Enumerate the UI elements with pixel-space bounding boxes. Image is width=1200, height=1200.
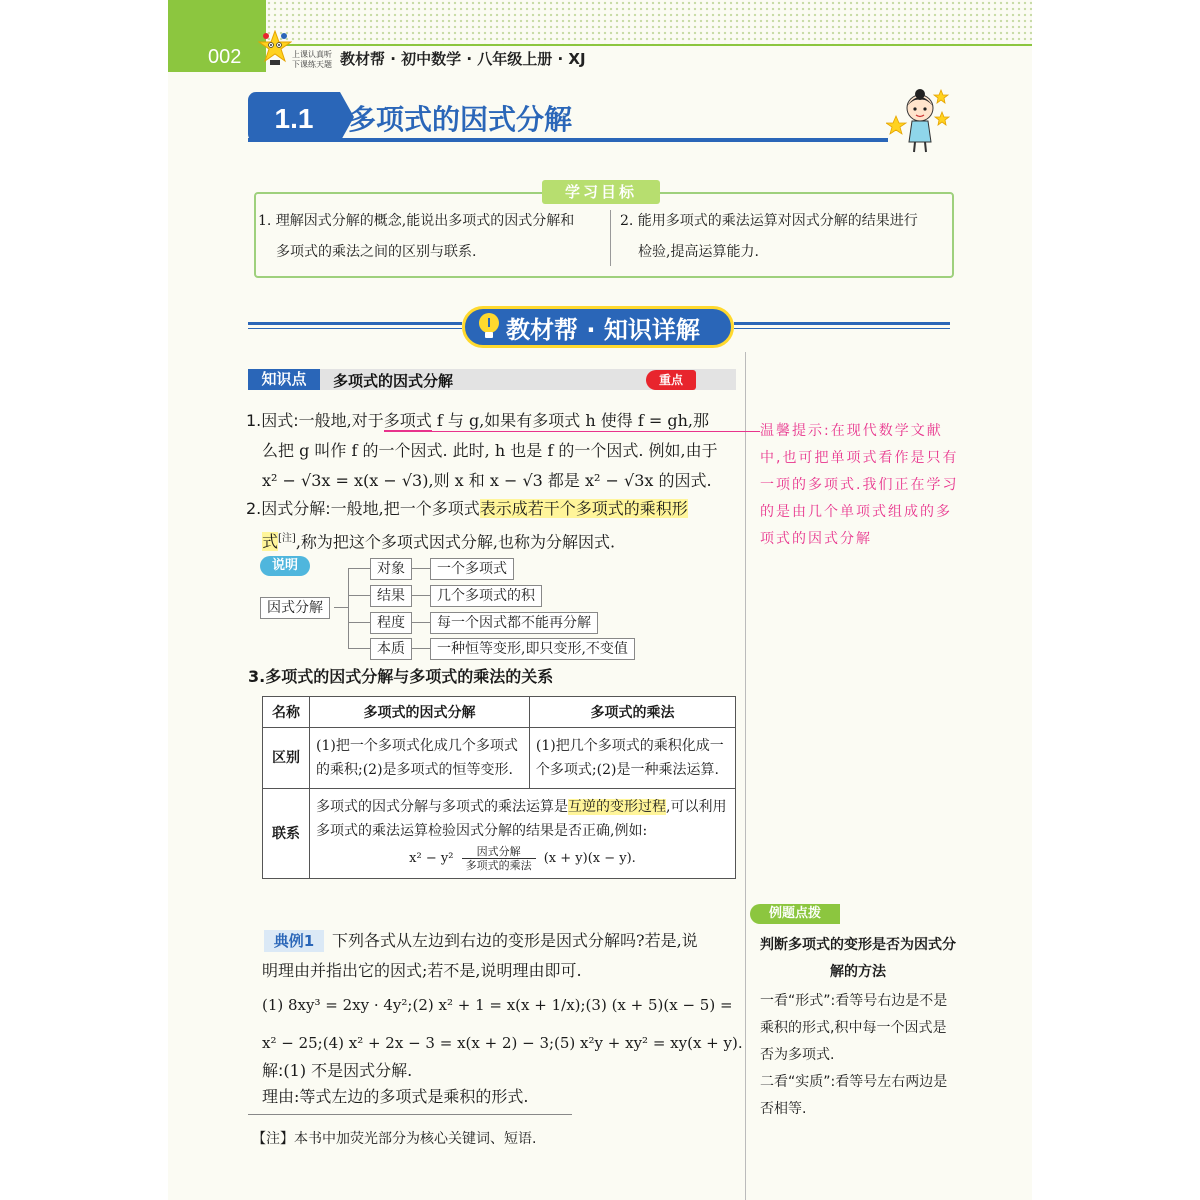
knowledge-tag: 知识点 (248, 369, 320, 390)
example-reason: 理由:等式左边的多项式是乘积的形式. (262, 1087, 529, 1106)
explain-key-0: 对象 (370, 558, 412, 580)
goal-2-line-2: 检验,提高运算能力. (638, 244, 759, 260)
p2-text-b: ,称为把这个多项式因式分解,也称为分解因式. (295, 532, 616, 552)
connector (412, 648, 430, 649)
page-number: 002 (208, 46, 242, 68)
paragraph-2-line-2 (262, 524, 615, 557)
example-tag: 典例1 (264, 930, 324, 952)
column-divider (745, 352, 746, 1200)
table-row (263, 789, 736, 879)
footnote: 【注】本书中加荧光部分为核心关键词、短语. (252, 1131, 537, 1147)
p1-text-a: 一般地,对于 (298, 411, 384, 430)
row-head-relation: 联系 (263, 789, 310, 879)
book-title: 教材帮 · 初中数学 · 八年级上册 · XJ (340, 50, 586, 68)
footnote-rule (248, 1114, 572, 1115)
cell-relation (310, 789, 736, 879)
goal-item-2 (620, 206, 948, 268)
section-title: 多项式的因式分解 (348, 103, 573, 136)
answer-label: 解: (262, 1061, 284, 1080)
header-rule (266, 44, 1032, 46)
tip-text: 温馨提示:在现代数学文献中,也可把单项式看作是只有一项的多项式.我们正在学习的是由几个单项式组成的多项式的因式分解 (760, 423, 959, 547)
tip-pointer-line (424, 431, 760, 432)
star-mascot-icon (258, 30, 292, 66)
formula-left: x² − y² (409, 851, 454, 866)
explain-value-0: 一个多项式 (430, 558, 514, 580)
side-text-2: 二看“实质”:看等号左右两边是否相等. (760, 1074, 948, 1117)
band-title: 教材帮 · 知识详解 (506, 316, 700, 344)
formula-right: (x + y)(x − y). (543, 851, 636, 866)
example-question-line-1: 下列各式从左边到右边的变形是因式分解吗?若是,说 (332, 931, 698, 950)
key-point-badge: 重点 (646, 370, 696, 390)
side-text (760, 988, 956, 1123)
header-dot-pattern (266, 0, 1032, 44)
relation-text-b: ,可以利用多项式的乘法运算检验因式分解的结果是否正确,例如: (316, 799, 727, 839)
slogan-line-1: 上课认真听 (292, 50, 332, 59)
explain-value-3: 一种恒等变形,即只变形,不变值 (430, 638, 635, 660)
side-title: 判断多项式的变形是否为因式分解的方法 (760, 937, 956, 980)
knowledge-title: 多项式的因式分解 (333, 372, 454, 390)
header-slogan (292, 50, 332, 70)
explain-key-1: 结果 (370, 585, 412, 607)
textbook-page (168, 0, 1032, 1200)
example-tips-tag: 例题点拨 (750, 904, 840, 924)
paragraph-2-line-1 (246, 494, 688, 524)
band-thin-right (734, 328, 950, 329)
cell-difference-a: (1)把一个多项式化成几个多项式的乘积;(2)是多项式的恒等变形. (310, 728, 530, 789)
explain-value-1: 几个多项式的积 (430, 585, 542, 607)
band-rule-left (248, 322, 462, 325)
relation-heading: 3.多项式的因式分解与多项式的乘法的关系 (248, 667, 554, 686)
explain-key-2: 程度 (370, 612, 412, 634)
goal-item-1 (258, 206, 598, 268)
col-name: 名称 (263, 697, 310, 728)
explain-value-2: 每一个因式都不能再分解 (430, 612, 598, 634)
section-underline (248, 138, 888, 142)
goal-1-line-2: 多项式的乘法之间的区别与联系. (276, 244, 477, 260)
learning-goals-tab: 学习目标 (542, 180, 660, 204)
connector (412, 622, 430, 623)
example-question-line-2: 明理由并指出它的因式;若不是,说明理由即可. (262, 961, 582, 980)
relation-highlight: 互逆的变形过程 (568, 799, 666, 815)
explain-tag: 说明 (260, 556, 310, 576)
arrow-label-top: 因式分解 (462, 845, 536, 859)
connector (334, 607, 348, 608)
example-formula-line-2: x² − 25;(4) x² + 2x − 3 = x(x + 2) − 3;(5) x²y + xy² = xy(x + y). (262, 1034, 743, 1052)
connector (348, 595, 370, 596)
goal-2-line-1: 2. 能用多项式的乘法运算对因式分解的结果进行 (620, 213, 918, 229)
connector (348, 568, 349, 648)
goal-divider (610, 210, 611, 266)
connector (348, 622, 370, 623)
girl-mascot-icon (886, 86, 950, 154)
cell-difference-b: (1)把几个多项式的乘积化成一个多项式;(2)是一种乘法运算. (529, 728, 735, 789)
band-rule-right (734, 322, 950, 325)
p2-highlight-b: 式 (262, 532, 279, 552)
section-number: 1.1 (248, 92, 340, 142)
col-multiplication: 多项式的乘法 (529, 697, 735, 728)
p1-text-b: f 与 g,如果有多项式 h 使得 f = gh,那 (431, 411, 709, 430)
p1-underlined-term: 多项式 (383, 411, 432, 430)
table-row (263, 728, 736, 789)
note-marker: [注] (278, 533, 296, 544)
explain-key-3: 本质 (370, 638, 412, 660)
connector (348, 648, 370, 649)
p2-text-a: 一般地,把一个多项式 (330, 499, 480, 518)
relation-text-a: 多项式的因式分解与多项式的乘法运算是 (316, 799, 568, 815)
term-label-factor: 1.因式: (246, 411, 299, 430)
answer-text: (1) 不是因式分解. (283, 1061, 413, 1080)
connector (412, 595, 430, 596)
term-label-factorization: 2.因式分解: (246, 499, 331, 518)
arrow-label-bottom: 多项式的乘法 (465, 859, 532, 872)
slogan-line-2: 下课练天题 (292, 60, 332, 69)
page-header (168, 0, 1032, 72)
paragraph-1-line-3: x² − √3x = x(x − √3),则 x 和 x − √3 都是 x² − √3x 的因式. (262, 471, 712, 490)
example-formula-line-1: (1) 8xy³ = 2xy · 4y²;(2) x² + 1 = x(x + 1/x);(3) (x + 5)(x − 5) = (262, 996, 733, 1014)
formula-arrow (462, 845, 536, 872)
connector (348, 568, 370, 569)
connector (412, 568, 430, 569)
comparison-table (262, 696, 736, 879)
row-head-difference: 区别 (263, 728, 310, 789)
col-factorization: 多项式的因式分解 (310, 697, 530, 728)
paragraph-1-line-2: 么把 g 叫作 f 的一个因式. 此时, h 也是 f 的一个因式. 例如,由于 (262, 441, 718, 460)
side-text-1: 一看“形式”:看等号右边是不是乘积的形式,积中每一个因式是否为多项式. (760, 993, 948, 1063)
explain-root-box: 因式分解 (260, 597, 330, 619)
relation-formula (316, 845, 729, 872)
p2-highlight-a: 表示成若干个多项式的乘积形 (479, 499, 688, 518)
band-thin-left (248, 328, 462, 329)
goal-1-line-1: 1. 理解因式分解的概念,能说出多项式的因式分解和 (258, 213, 575, 229)
table-header-row (263, 697, 736, 728)
lightbulb-icon (476, 312, 502, 340)
